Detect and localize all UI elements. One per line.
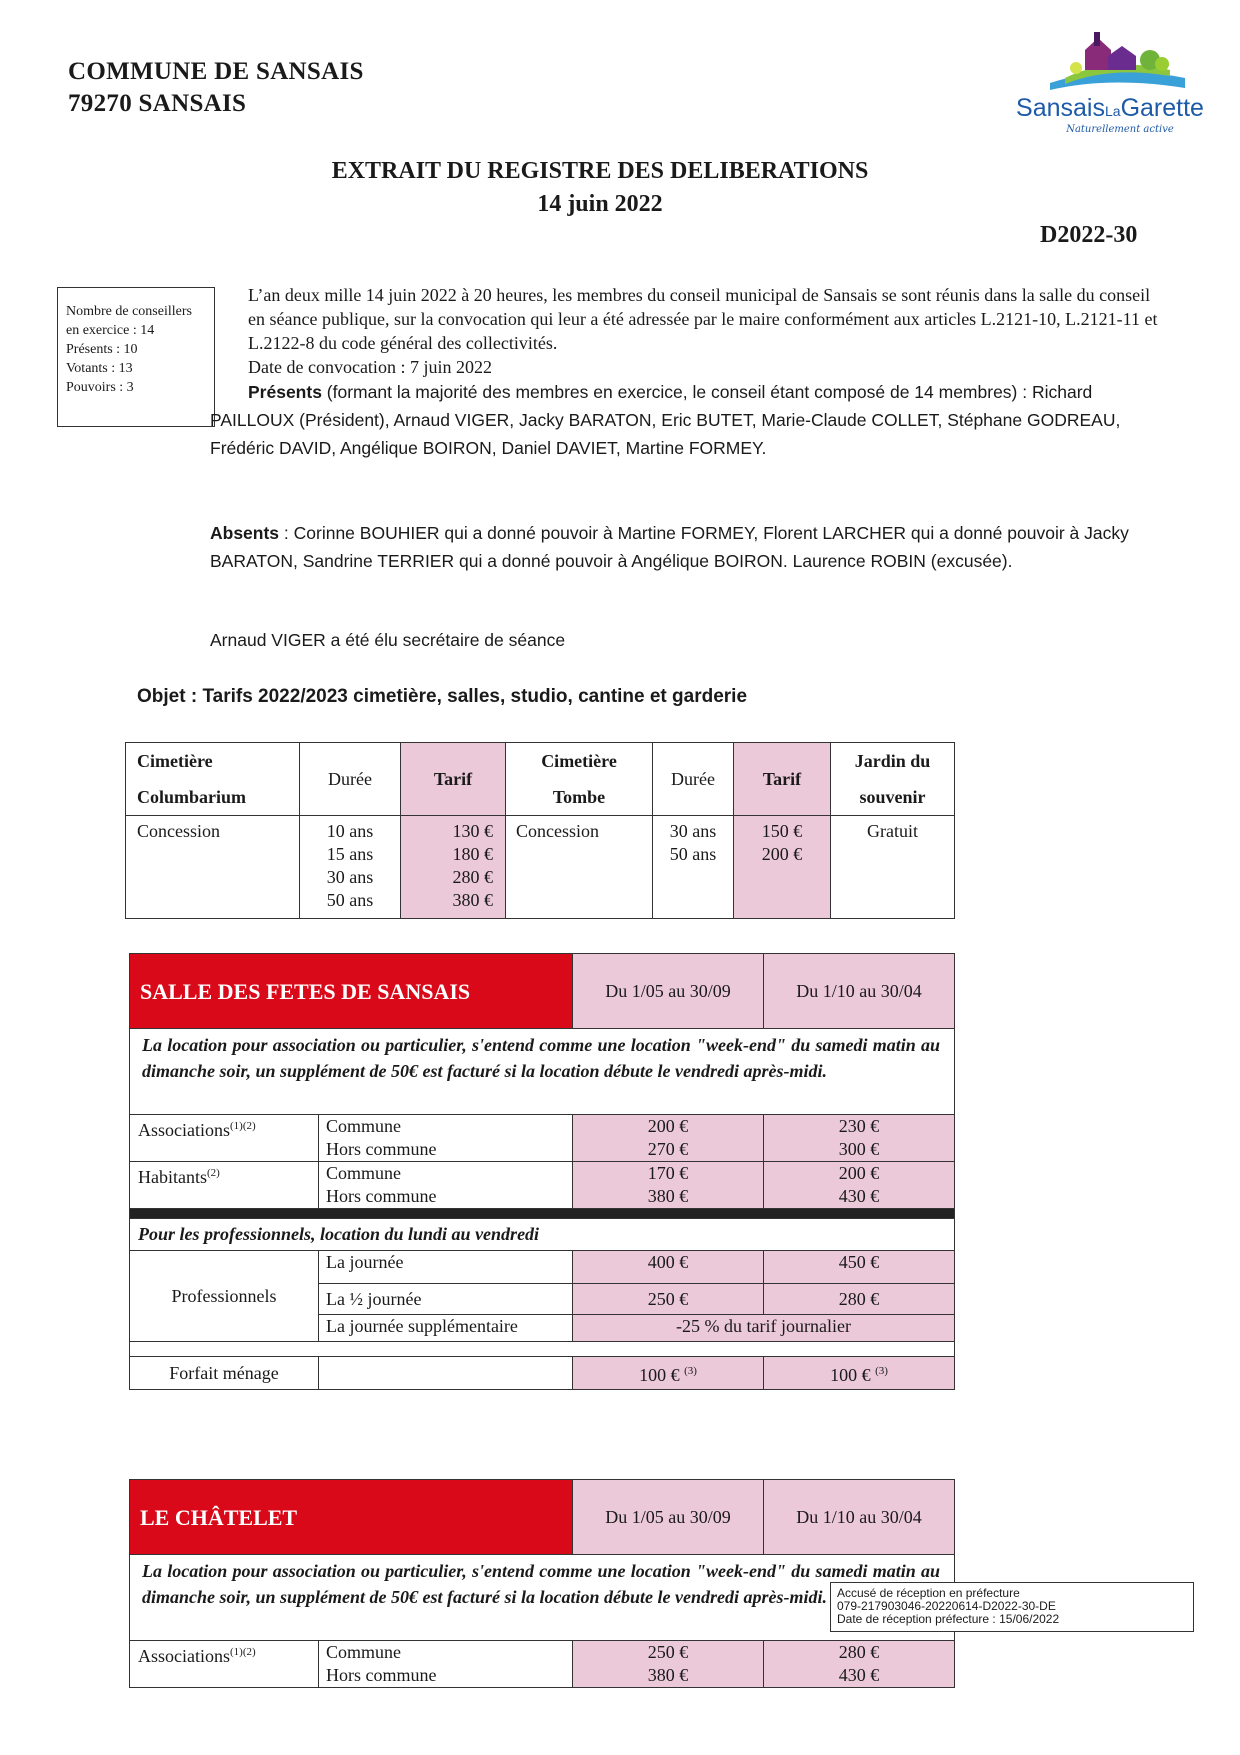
assoc-label bbox=[130, 1115, 319, 1162]
chatelet-note: La location pour association ou particulier, s'entend comme une location "week-end" du samedi matin au dimanche soir, un supplément de 50€ est facturé si la location débute le vendredi après-midi. bbox=[130, 1555, 955, 1641]
sidebox-line: Présents : 10 bbox=[66, 342, 138, 357]
commune-address: 79270 SANSAIS bbox=[68, 90, 247, 117]
header-tarif-tombe: Tarif bbox=[734, 743, 831, 816]
price: 100 € bbox=[830, 1364, 871, 1385]
columbarium-durees bbox=[300, 816, 401, 919]
header-tarif: Tarif bbox=[401, 743, 506, 816]
salle-period2: Du 1/10 au 30/04 bbox=[764, 954, 955, 1029]
columbarium-concession: Concession bbox=[126, 816, 300, 919]
footnote-ref: (1)(2) bbox=[230, 1646, 256, 1658]
salle-des-fetes-table bbox=[129, 953, 955, 1390]
hab-label bbox=[130, 1162, 319, 1209]
spacer-row bbox=[130, 1342, 955, 1357]
salle-period1: Du 1/05 au 30/09 bbox=[573, 954, 764, 1029]
logo-wordmark bbox=[1010, 95, 1210, 124]
hab-p1 bbox=[573, 1162, 764, 1209]
intro-text: L’an deux mille 14 juin 2022 à 20 heures, les membres du conseil municipal de Sansais se sont réunis dans la salle du conseil en séance publique, sur la convocation qui leur a été adressée par le maire conformément aux articles L.2121-10, L.2121-11 et L.2122-8 du code général des collectivités. bbox=[248, 285, 1158, 353]
deliberation-reference: D2022-30 bbox=[1040, 222, 1138, 248]
duree-value: 50 ans bbox=[669, 844, 717, 864]
price: 300 € bbox=[838, 1139, 880, 1159]
tombe-durees bbox=[653, 816, 734, 919]
pro-extra-label: La journée supplémentaire bbox=[319, 1315, 573, 1342]
secretary-line: Arnaud VIGER a été élu secrétaire de séance bbox=[210, 630, 566, 650]
logo-name2: Garette bbox=[1120, 94, 1204, 122]
sidebox-line: Nombre de conseillers bbox=[66, 304, 192, 319]
price: 200 € bbox=[838, 1163, 880, 1183]
document-title: EXTRAIT DU REGISTRE DES DELIBERATIONS bbox=[331, 158, 869, 184]
tarif-value: 200 € bbox=[761, 844, 803, 864]
council-count-box bbox=[57, 287, 215, 427]
tarif-value: 380 € bbox=[452, 890, 493, 910]
price: 200 € bbox=[647, 1116, 689, 1136]
pro-price: 250 € bbox=[573, 1284, 764, 1315]
header-columbarium bbox=[126, 743, 300, 816]
price: 430 € bbox=[838, 1186, 880, 1206]
pro-price: 400 € bbox=[573, 1251, 764, 1284]
sansais-logo bbox=[1010, 28, 1210, 138]
menage-label: Forfait ménage bbox=[130, 1357, 319, 1390]
pro-extra-value: -25 % du tarif journalier bbox=[573, 1315, 955, 1342]
chatelet-period2: Du 1/10 au 30/04 bbox=[764, 1480, 955, 1555]
price: 100 € bbox=[639, 1364, 680, 1385]
tarif-value: 180 € bbox=[452, 844, 493, 864]
assoc-p2 bbox=[764, 1115, 955, 1162]
menage-p1 bbox=[573, 1357, 764, 1390]
absents-paragraph bbox=[210, 519, 1160, 575]
price: 380 € bbox=[647, 1665, 689, 1685]
header-tombe bbox=[506, 743, 653, 816]
zone-commune: Commune bbox=[326, 1642, 401, 1662]
pro-note: Pour les professionnels, location du lundi au vendredi bbox=[130, 1219, 955, 1251]
chatelet-assoc-p1 bbox=[573, 1641, 764, 1688]
label-text: Associations bbox=[138, 1120, 230, 1140]
sidebox-line: en exercice : 14 bbox=[66, 323, 155, 338]
footnote-ref: (3) bbox=[684, 1364, 697, 1377]
pro-row-label: La ½ journée bbox=[319, 1284, 573, 1315]
duree-value: 30 ans bbox=[326, 867, 374, 887]
footnote-ref: (3) bbox=[875, 1364, 888, 1377]
columbarium-tarifs bbox=[401, 816, 506, 919]
price: 230 € bbox=[838, 1116, 880, 1136]
price: 170 € bbox=[647, 1163, 689, 1183]
document-date: 14 juin 2022 bbox=[537, 191, 663, 217]
duree-value: 30 ans bbox=[669, 821, 717, 841]
salle-note: La location pour association ou particulier, s'entend comme une location "week-end" du samedi matin au dimanche soir, un supplément de 50€ est facturé si la location débute le vendredi après-midi. bbox=[130, 1029, 955, 1115]
tombe-concession: Concession bbox=[506, 816, 653, 919]
hab-p2 bbox=[764, 1162, 955, 1209]
header-duree-tombe: Durée bbox=[653, 743, 734, 816]
logo-name: Sansais bbox=[1016, 94, 1105, 122]
tarif-value: 150 € bbox=[761, 821, 803, 841]
chatelet-period1: Du 1/05 au 30/09 bbox=[573, 1480, 764, 1555]
price: 280 € bbox=[838, 1642, 880, 1662]
village-icon bbox=[1010, 28, 1210, 98]
pro-row-label: La journée bbox=[319, 1251, 573, 1284]
chatelet-assoc-label bbox=[130, 1641, 319, 1688]
intro-paragraph bbox=[248, 283, 1158, 379]
tarif-value: 280 € bbox=[452, 867, 493, 887]
sidebox-line: Votants : 13 bbox=[66, 361, 133, 376]
stamp-line: Date de réception préfecture : 15/06/2022 bbox=[837, 1612, 1060, 1626]
logo-tagline: Naturellement active bbox=[1066, 124, 1174, 135]
presents-paragraph bbox=[210, 378, 1160, 462]
duree-value: 50 ans bbox=[326, 890, 374, 910]
sidebox-line: Pouvoirs : 3 bbox=[66, 380, 134, 395]
logo-name-small: La bbox=[1105, 103, 1121, 119]
header-text: Tombe bbox=[552, 787, 606, 807]
assoc-zones bbox=[319, 1115, 573, 1162]
price: 270 € bbox=[647, 1139, 689, 1159]
menage-empty bbox=[319, 1357, 573, 1390]
hab-zones bbox=[319, 1162, 573, 1209]
stamp-line: 079-217903046-20220614-D2022-30-DE bbox=[837, 1599, 1056, 1613]
pro-price: 450 € bbox=[764, 1251, 955, 1284]
tarif-value: 130 € bbox=[452, 821, 493, 841]
chatelet-assoc-zones bbox=[319, 1641, 573, 1688]
pro-label: Professionnels bbox=[130, 1251, 319, 1342]
presents-text: (formant la majorité des membres en exercice, le conseil étant composé de 14 membres) : Richard PAILLOUX (Président), Arnaud VIGER, Jacky BARATON, Eric BUTET, Marie-Claude COLLET, Stéphane GODREAU, Frédéric DAVID, Angélique BOIRON, Daniel DAVIET, Martine FORMEY. bbox=[210, 382, 1121, 458]
jardin-value: Gratuit bbox=[831, 816, 955, 919]
presents-label: Présents bbox=[248, 382, 322, 402]
divider-bar bbox=[130, 1209, 955, 1219]
menage-p2 bbox=[764, 1357, 955, 1390]
cemetery-table bbox=[125, 742, 955, 919]
salle-title: SALLE DES FETES DE SANSAIS bbox=[130, 954, 573, 1029]
header-text: Cimetière bbox=[541, 751, 617, 771]
prefecture-receipt-stamp bbox=[830, 1582, 1194, 1632]
chatelet-title: LE CHÂTELET bbox=[130, 1480, 573, 1555]
duree-value: 15 ans bbox=[326, 844, 374, 864]
stamp-line: Accusé de réception en préfecture bbox=[837, 1586, 1020, 1600]
zone-hors: Hors commune bbox=[326, 1665, 437, 1685]
zone-hors: Hors commune bbox=[326, 1186, 437, 1206]
zone-hors: Hors commune bbox=[326, 1139, 437, 1159]
assoc-p1 bbox=[573, 1115, 764, 1162]
price: 430 € bbox=[838, 1665, 880, 1685]
objet-line: Objet : Tarifs 2022/2023 cimetière, salles, studio, cantine et garderie bbox=[137, 686, 748, 707]
header-duree: Durée bbox=[300, 743, 401, 816]
header-jardin bbox=[831, 743, 955, 816]
convocation-date: Date de convocation : 7 juin 2022 bbox=[248, 357, 492, 377]
header-text: Jardin du bbox=[854, 751, 931, 771]
label-text: Associations bbox=[138, 1646, 230, 1666]
commune-header bbox=[68, 56, 364, 120]
footnote-ref: (1)(2) bbox=[230, 1120, 256, 1132]
absents-text: : Corinne BOUHIER qui a donné pouvoir à Martine FORMEY, Florent LARCHER qui a donné pouvoir à Jacky BARATON, Sandrine TERRIER qui a donné pouvoir à Angélique BOIRON. Laurence ROBIN (excusée). bbox=[210, 523, 1129, 571]
absents-label: Absents bbox=[210, 523, 280, 543]
pro-price: 280 € bbox=[764, 1284, 955, 1315]
header-text: souvenir bbox=[859, 787, 926, 807]
footnote-ref: (2) bbox=[207, 1167, 220, 1179]
zone-commune: Commune bbox=[326, 1116, 401, 1136]
header-text: Columbarium bbox=[137, 787, 247, 807]
header-text: Cimetière bbox=[137, 751, 213, 771]
duree-value: 10 ans bbox=[326, 821, 374, 841]
label-text: Habitants bbox=[138, 1167, 207, 1187]
chatelet-assoc-p2 bbox=[764, 1641, 955, 1688]
commune-name: COMMUNE DE SANSAIS bbox=[68, 58, 364, 85]
tombe-tarifs bbox=[734, 816, 831, 919]
zone-commune: Commune bbox=[326, 1163, 401, 1183]
price: 380 € bbox=[647, 1186, 689, 1206]
price: 250 € bbox=[647, 1642, 689, 1662]
